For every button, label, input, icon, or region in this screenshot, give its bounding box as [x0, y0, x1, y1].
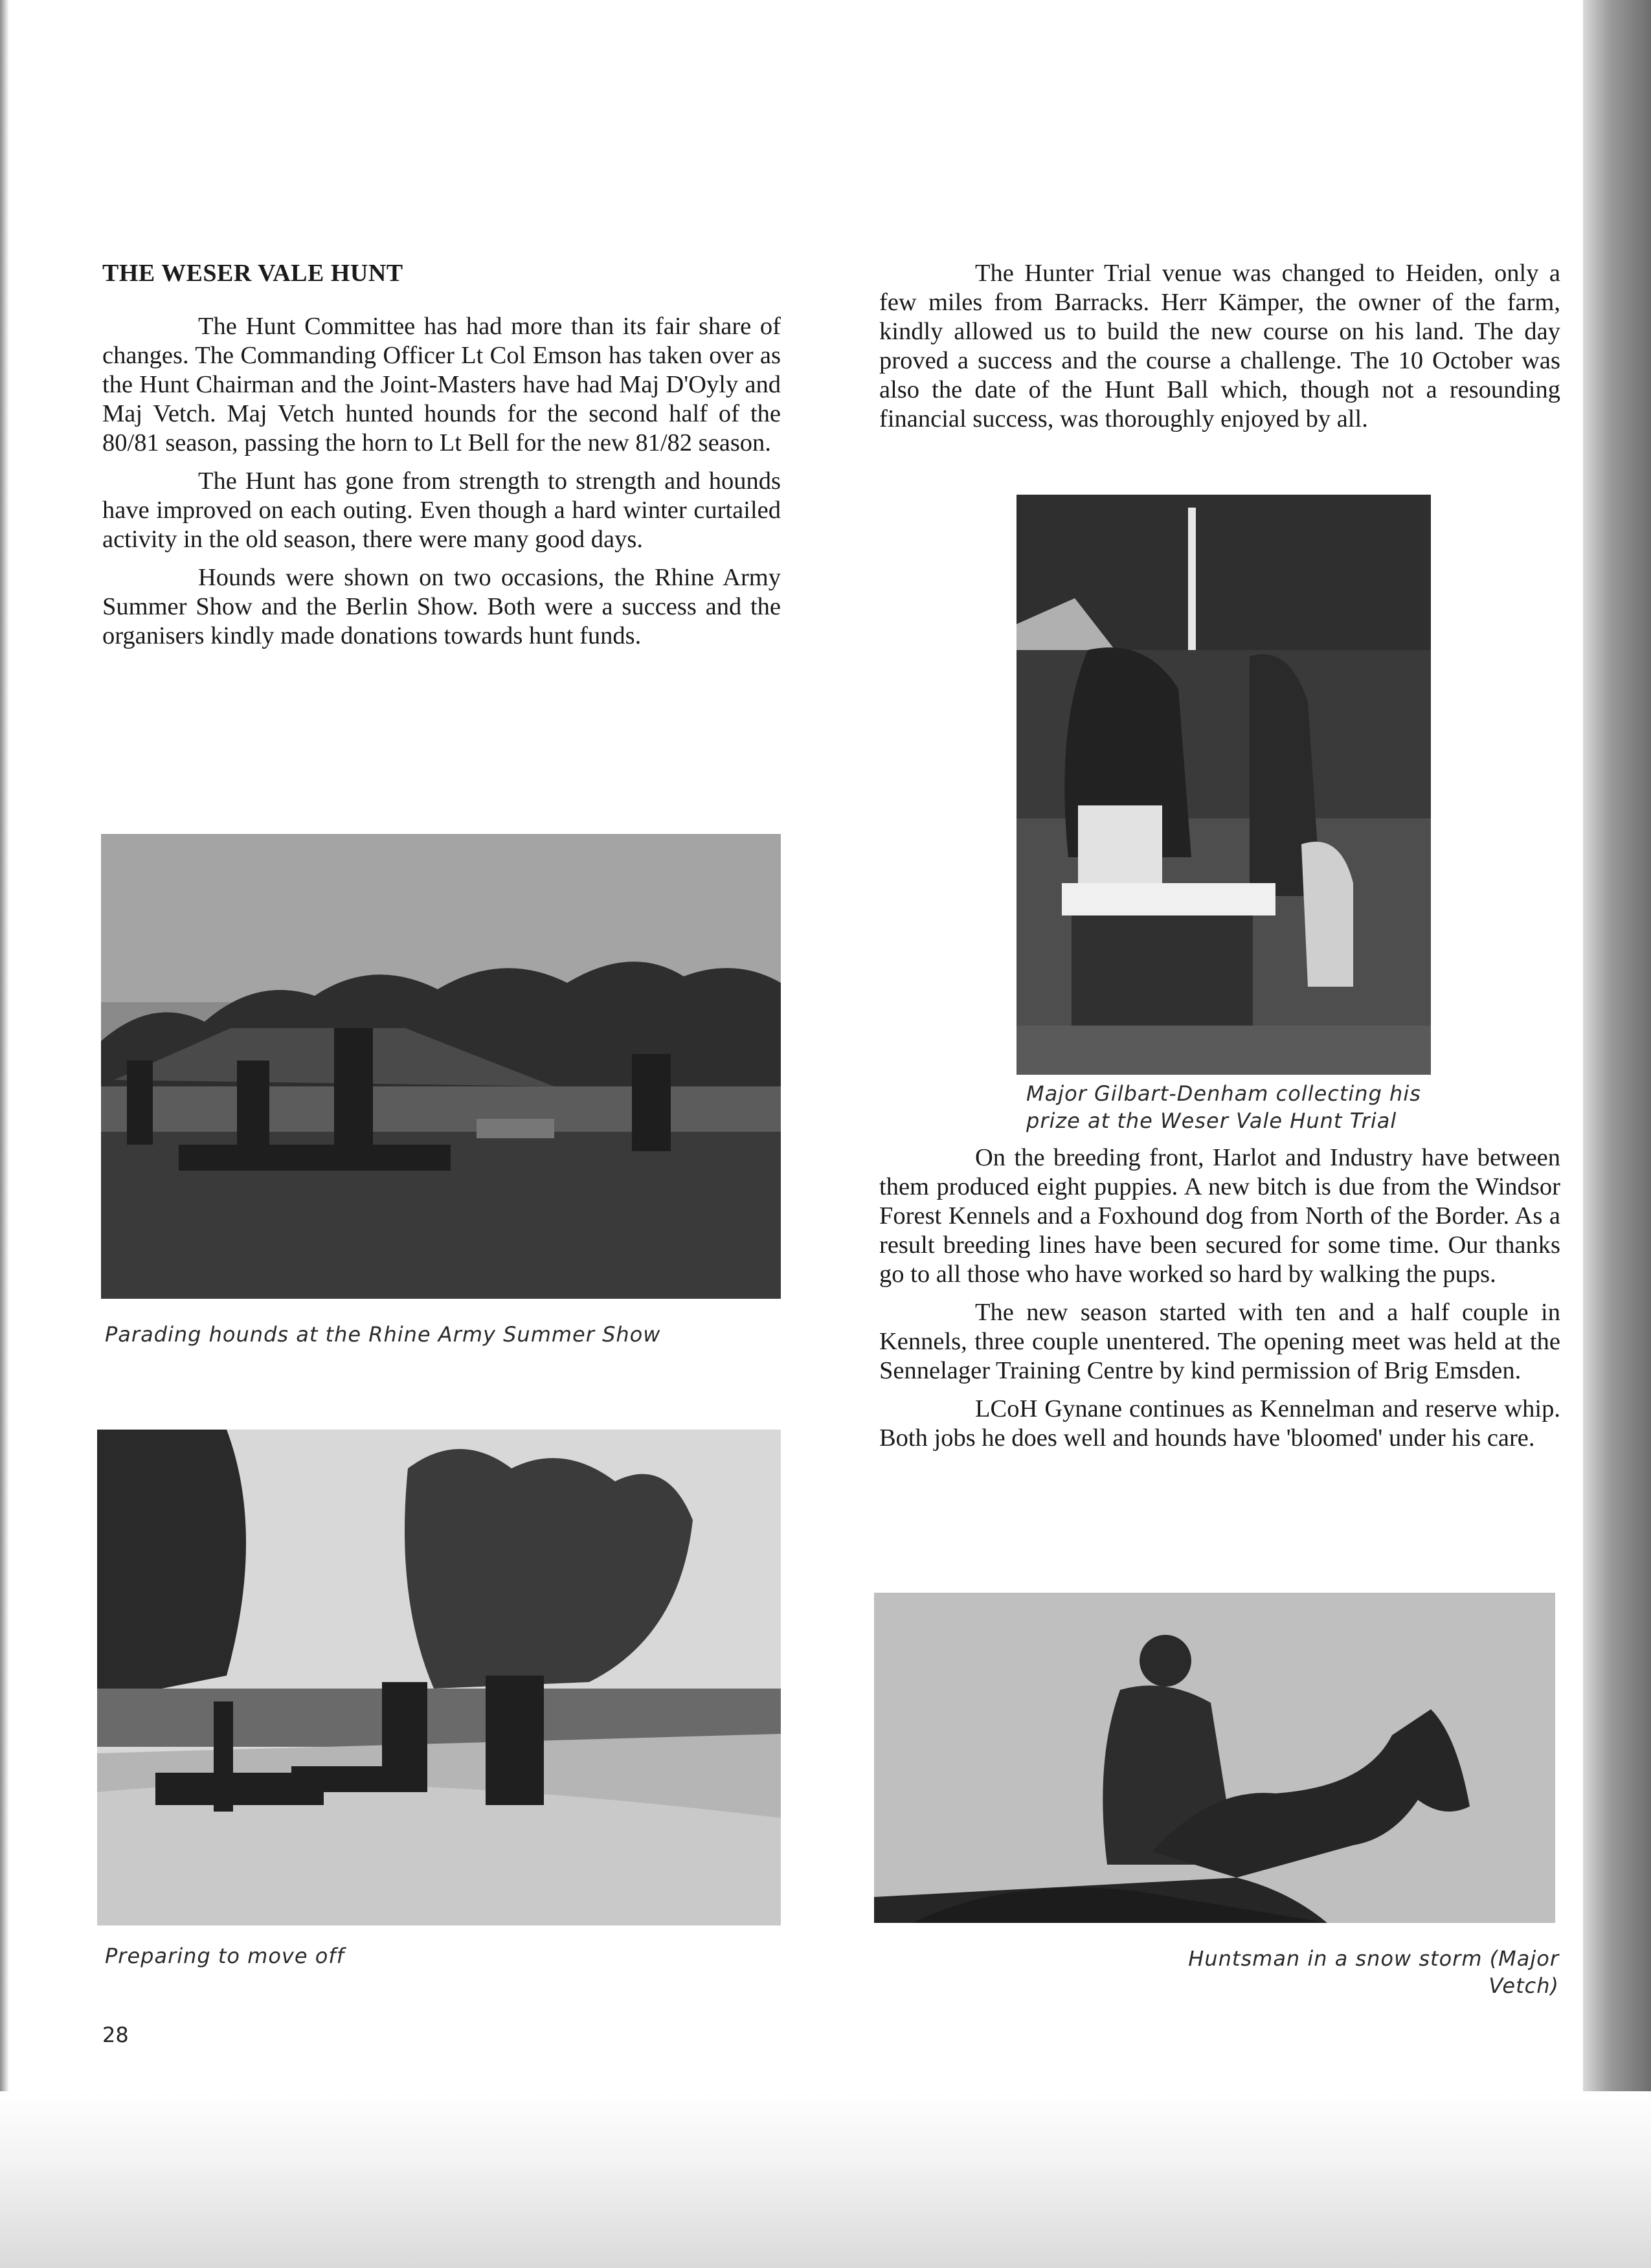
page-edge-right [1583, 0, 1651, 2268]
right-paragraph-4: LCoH Gynane continues as Kennelman and reserve whip. Both jobs he does well and hounds have 'bloomed' under his care. [879, 1395, 1560, 1452]
photo-preparing-move-off [97, 1430, 781, 1926]
page-edge-bottom [0, 2091, 1651, 2268]
photo-snow-storm [874, 1593, 1555, 1923]
right-paragraph-3: The new season started with ten and a half couple in Kennels, three couple unentered. The opening meet was held at the Sennelager Training Centre by kind permission of Brig Emsden. [879, 1299, 1560, 1384]
left-paragraph-1: The Hunt Committee has had more than its fair share of changes. The Commanding Officer Lt Col Emson has taken over as the Hunt Chairman and the Joint-Masters have had Maj D'Oyly and Maj Vetch. Maj Vetch hunted hounds for the second half of the 80/81 season, passing the horn to Lt Bell for the new 81/82 season. [102, 313, 781, 456]
left-paragraph-3: Hounds were shown on two occasions, the Rhine Army Summer Show and the Berlin Show. Both were a success and the organisers kindly made donations towards hunt funds. [102, 564, 781, 649]
right-paragraph-1: The Hunter Trial venue was changed to Heiden, only a few miles from Barracks. Herr Kämper, the owner of the farm, kindly allowed us to build the new course on his land. The day proved a success and the course a challenge. The 10 October was also the date of the Hunt Ball which, though not a resounding financial success, was thoroughly enjoyed by all. [879, 260, 1560, 432]
caption-move-off: Preparing to move off [105, 1944, 344, 1968]
caption-prize: Major Gilbart-Denham collecting his prize at the Weser Vale Hunt Trial [1026, 1081, 1421, 1133]
right-paragraph-2: On the breeding front, Harlot and Industry have between them produced eight puppies. A new bitch is due from the Windsor Forest Kennels and a Foxhound dog from North of the Border. As a result breeding lines have been secured for some time. Our thanks go to all those who have worked so hard by walking the pups. [879, 1144, 1560, 1288]
left-column [102, 259, 781, 660]
photo-prize-giving [1016, 495, 1431, 1075]
left-paragraph-2: The Hunt has gone from strength to strength and hounds have improved on each outing. Even though a hard winter curtailed activity in the old season, there were many good days. [102, 467, 781, 553]
page-number: 28 [102, 2023, 129, 2047]
right-column-bottom [879, 1143, 1560, 1462]
page-edge-left [0, 0, 9, 2268]
caption-summer-show: Parading hounds at the Rhine Army Summer Show [105, 1322, 661, 1347]
caption-snow-storm: Huntsman in a snow storm (Major Vetch) [1188, 1946, 1559, 1998]
photo-parading-hounds [101, 834, 781, 1299]
right-column-top [879, 259, 1560, 443]
article-title: THE WESER VALE HUNT [102, 260, 403, 287]
